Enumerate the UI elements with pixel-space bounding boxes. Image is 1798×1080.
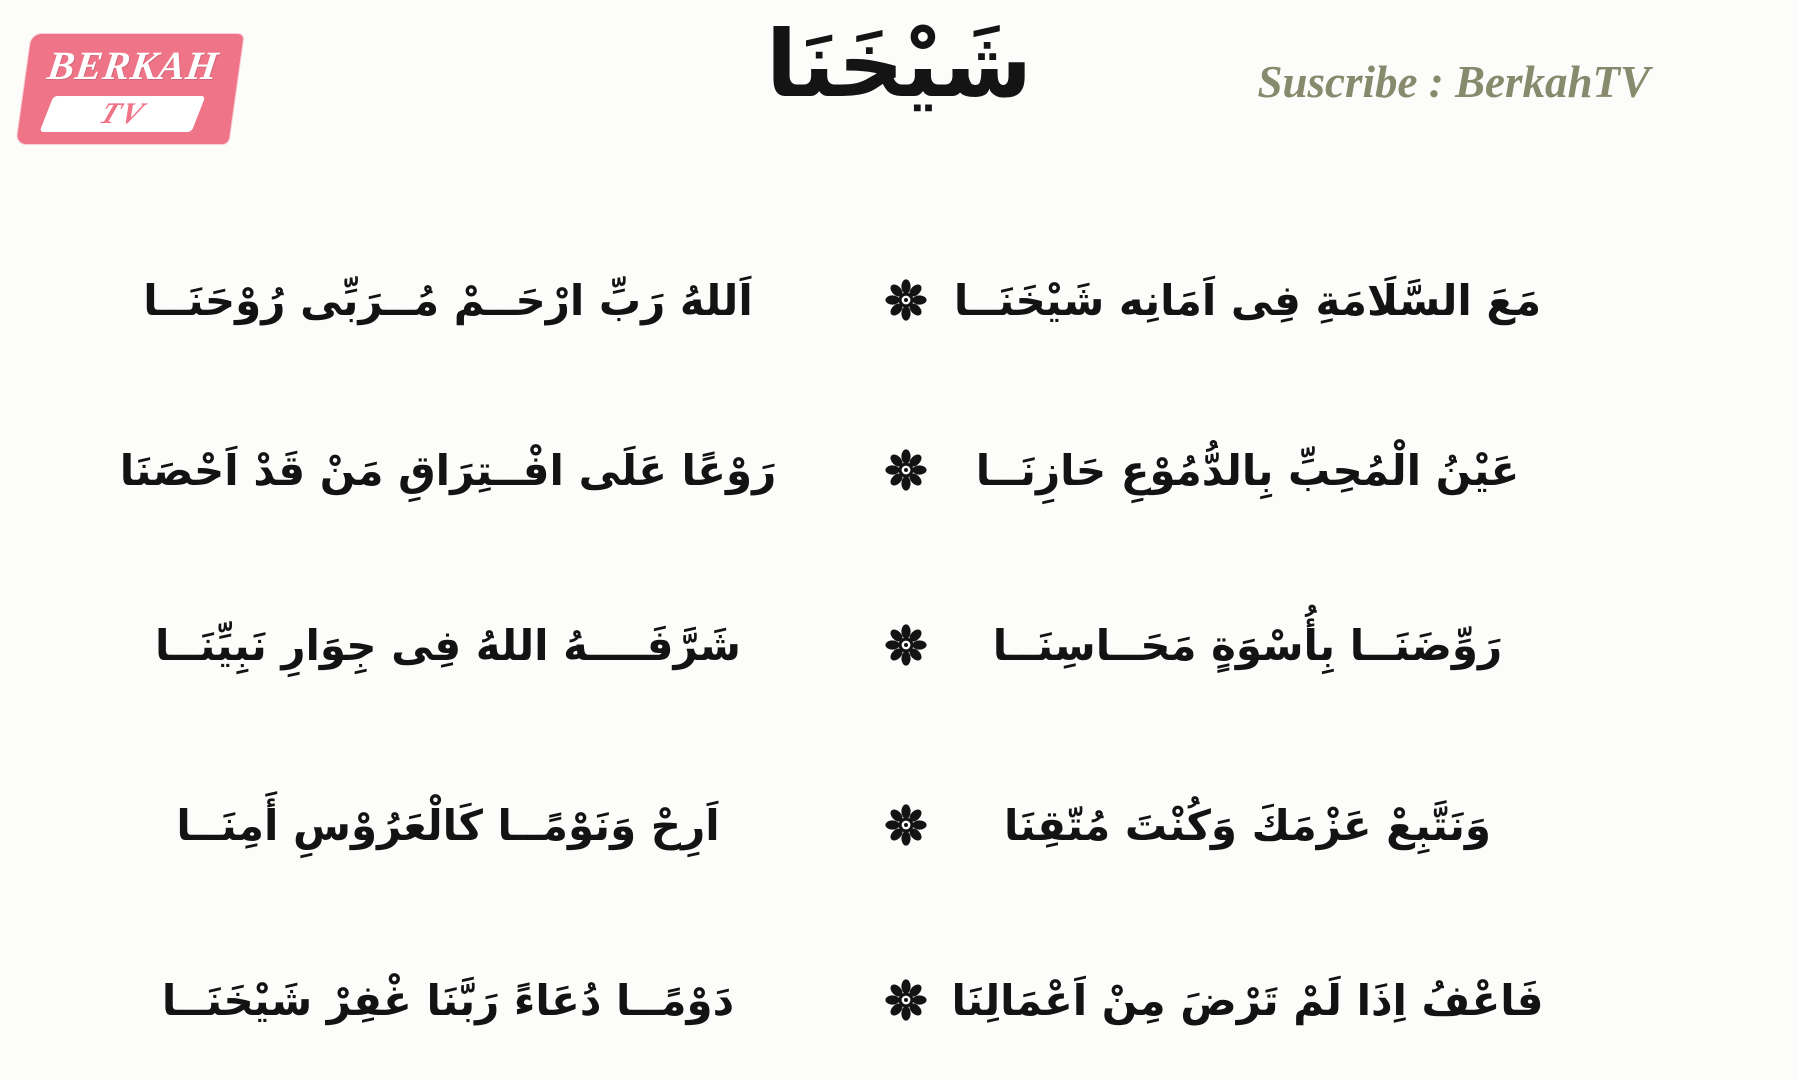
verse-2-left-hemistich: رَوْعًا عَلَى افْــتِرَاقِ مَنْ قَدْ اَحْصَنَا <box>119 445 777 495</box>
verse-row <box>0 225 1798 375</box>
rosette-divider-icon <box>878 570 934 720</box>
logo-tv-strip <box>39 96 205 132</box>
verse-2-right-hemistich: عَيْنُ الْمُحِبِّ بِالدُّمُوْعِ حَازِنَــا <box>975 445 1520 495</box>
logo-text-berkah: BERKAH <box>44 43 222 88</box>
verse-4-left-hemistich: اَرِحْ وَنَوْمًــا كَالْعَرُوْسِ أَمِنَــا <box>176 800 720 850</box>
verse-3-right-hemistich: رَوِّضَنَــا بِأُسْوَةٍ مَحَــاسِنَــا <box>992 620 1503 670</box>
page-title: شَيْخَنَا <box>765 11 1033 118</box>
verse-row <box>0 395 1798 545</box>
rosette-divider-icon <box>878 925 934 1075</box>
subscribe-caption: Suscribe : BerkahTV <box>1257 57 1650 107</box>
verse-row <box>0 925 1798 1075</box>
logo-text-tv: TV <box>95 97 151 130</box>
verse-1-right-hemistich: مَعَ السَّلَامَةِ فِى اَمَانِه شَيْخَنَــا <box>953 275 1542 325</box>
verse-1-left-hemistich: اَللهُ رَبِّ ارْحَــمْ مُــرَبِّى رُوْحَنَــا <box>143 275 753 325</box>
rosette-divider-icon <box>878 395 934 545</box>
verse-row <box>0 570 1798 720</box>
verse-5-right-hemistich: فَاعْفُ اِذَا لَمْ تَرْضَ مِنْ اَعْمَالِنَا <box>951 975 1544 1025</box>
verse-4-right-hemistich: وَنَتَّبِعْ عَزْمَكَ وَكُنْتَ مُتّقِنَا <box>1003 800 1492 850</box>
verse-3-left-hemistich: شَرَّفَــــهُ اللهُ فِى جِوَارِ نَبِيِّنَــا <box>155 620 741 670</box>
verse-row <box>0 750 1798 900</box>
rosette-divider-icon <box>878 225 934 375</box>
berkah-tv-logo <box>16 34 243 144</box>
verse-5-left-hemistich: دَوْمًــا دُعَاءً رَبَّنَا غْفِرْ شَيْخَنَــا <box>161 975 735 1025</box>
rosette-divider-icon <box>878 750 934 900</box>
